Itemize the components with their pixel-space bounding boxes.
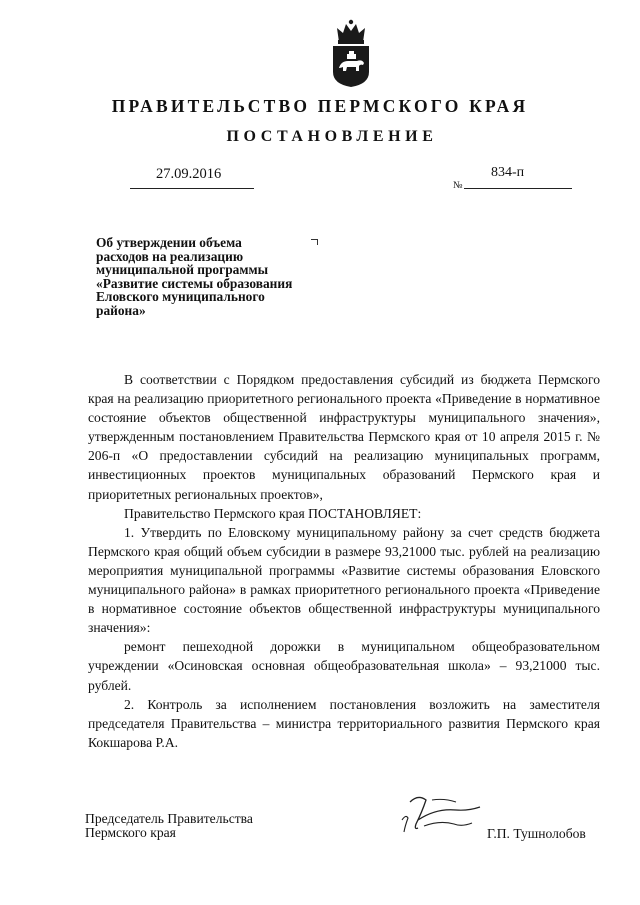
document-body bbox=[88, 370, 600, 752]
document-subject bbox=[96, 236, 326, 318]
preamble-paragraph: В соответствии с Порядком предоставления субсидий из бюджета Пермского края на реализацию приоритетного регионального проекта «Приведение в нормативное состояние объектов общественной инфраструктуры муниципального значения», утвержденным постановлением Правительства Пермского края от 10 апреля 2015 г. № 206-п «О предоставлении субсидий на реализацию муниципальных программ, инвестиционных проектов муниципальных образований Пермского края и приоритетных региональных проектов», bbox=[88, 372, 600, 502]
subject-line: района» bbox=[96, 302, 146, 318]
item-2-paragraph: 2. Контроль за исполнением постановления возложить на заместителя председателя Правительства – министра территориального развития Пермского края Кокшарова Р.А. bbox=[88, 696, 600, 750]
subject-line: Еловского муниципального bbox=[96, 289, 265, 305]
subject-line: муниципальной программы bbox=[96, 262, 269, 278]
subject-line: Об утверждении объема bbox=[96, 235, 242, 250]
item-1-paragraph: 1. Утвердить по Еловскому муниципальному району за счет средств бюджета Пермского края общий объем субсидии в размере 93,21000 тыс. рублей на реализацию мероприятия муниципальной программы «Развитие системы образования Еловского муниципального района» в рамках приоритетного регионального проекта «Приведение в нормативное состояние объектов общественной инфраструктуры муниципального значения»: bbox=[88, 524, 600, 636]
position-line: Председатель Правительства bbox=[85, 811, 253, 826]
date-underline bbox=[130, 188, 254, 189]
signatory-position bbox=[85, 812, 253, 840]
position-line: Пермского края bbox=[85, 825, 176, 840]
document-number: 834-п bbox=[491, 165, 525, 180]
subject-line: расходов на реализацию bbox=[96, 248, 244, 264]
handwritten-signature-icon bbox=[396, 790, 496, 840]
coat-of-arms-icon bbox=[327, 18, 375, 88]
document-date: 27.09.2016 bbox=[156, 166, 222, 182]
document-type: ПОСТАНОВЛЕНИЕ bbox=[226, 128, 438, 145]
decree-phrase: Правительство Пермского края ПОСТАНОВЛЯЕТ: bbox=[124, 505, 422, 521]
government-title: ПРАВИТЕЛЬСТВО ПЕРМСКОГО КРАЯ bbox=[111, 96, 529, 116]
subject-corner-mark bbox=[311, 239, 318, 245]
subject-line: «Развитие системы образования bbox=[96, 275, 293, 291]
item-1-detail-paragraph: ремонт пешеходной дорожки в муниципальном общеобразовательном учреждении «Осиновская основная общеобразовательная школа» – 93,21000 тыс. рублей. bbox=[88, 639, 600, 693]
number-underline bbox=[464, 188, 572, 189]
number-sign: № bbox=[453, 180, 463, 191]
signatory-name: Г.П. Тушнолобов bbox=[487, 826, 586, 841]
